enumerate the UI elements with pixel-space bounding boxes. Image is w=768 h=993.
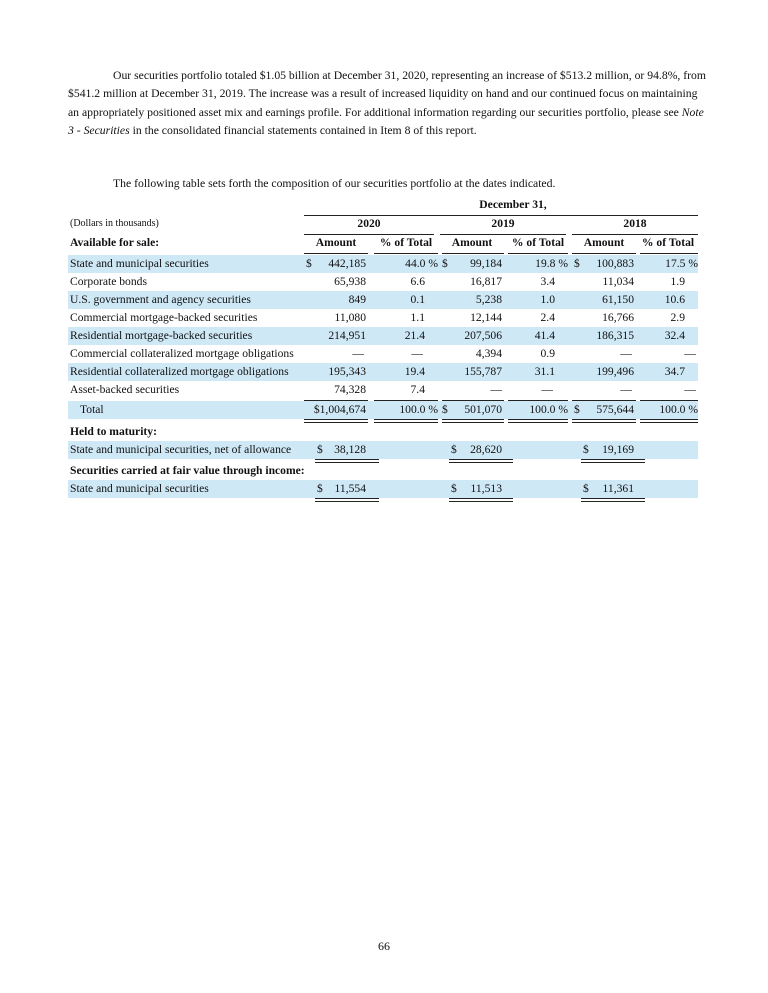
dollar-sign: $ xyxy=(451,443,457,456)
table-row xyxy=(68,255,698,273)
fv-double-rule xyxy=(449,498,513,502)
amount-2018: 199,496 xyxy=(596,365,634,378)
total-row xyxy=(68,401,698,419)
intro-text-end: in the consolidated financial statements contained in Item 8 of this report. xyxy=(129,124,477,138)
section-available-for-sale: Available for sale: xyxy=(70,236,160,249)
pct-2019: — xyxy=(541,383,553,396)
amount-2019: 4,394 xyxy=(475,347,502,360)
total-amount-2019: 501,070 xyxy=(464,403,502,416)
table-row xyxy=(68,345,698,363)
pct-2018: 1.9 xyxy=(670,275,685,288)
amount-2018: — xyxy=(620,347,632,360)
col-rule xyxy=(304,253,368,254)
col-amount-2018: Amount xyxy=(583,236,625,249)
htm-double-rule xyxy=(315,459,379,463)
amount-2020: 11,554 xyxy=(334,482,366,495)
table-row xyxy=(68,480,698,498)
pct-2020: 44.0 % xyxy=(405,257,438,270)
amount-2019: 11,513 xyxy=(470,482,502,495)
table-row xyxy=(68,273,698,291)
year-2020: 2020 xyxy=(357,217,381,230)
row-label: Commercial mortgage-backed securities xyxy=(70,311,258,324)
total-double-rule xyxy=(374,419,438,423)
units-label: (Dollars in thousands) xyxy=(70,218,159,229)
total-double-rule xyxy=(572,419,636,423)
pct-2018: — xyxy=(684,383,696,396)
table-row xyxy=(68,327,698,345)
dollar-sign: $ xyxy=(317,443,323,456)
col-rule xyxy=(374,253,438,254)
pct-2019: 2.4 xyxy=(540,311,555,324)
pct-2018: 17.5 % xyxy=(665,257,698,270)
amount-2019: 5,238 xyxy=(475,293,502,306)
amount-2018: 11,361 xyxy=(602,482,634,495)
pct-2019: 19.8 % xyxy=(535,257,568,270)
pct-2019: 3.4 xyxy=(540,275,555,288)
pct-2019: 31.1 xyxy=(534,365,555,378)
dollar-sign: $ xyxy=(442,257,448,270)
pct-2019: 0.9 xyxy=(540,347,555,360)
pct-2020: 21.4 xyxy=(404,329,425,342)
pct-2020: 0.1 xyxy=(410,293,425,306)
dollar-sign: $ xyxy=(451,482,457,495)
year-rule xyxy=(572,234,698,235)
pct-2019: 1.0 xyxy=(540,293,555,306)
col-rule xyxy=(572,253,636,254)
year-2019: 2019 xyxy=(491,217,515,230)
htm-double-rule xyxy=(581,459,645,463)
pct-2020: 6.6 xyxy=(410,275,425,288)
dollar-sign: $ xyxy=(574,257,580,270)
amount-2020: 11,080 xyxy=(334,311,366,324)
pct-2018: 10.6 xyxy=(664,293,685,306)
table-row xyxy=(68,441,698,459)
amount-2018: 100,883 xyxy=(596,257,634,270)
year-rule xyxy=(304,234,434,235)
year-rule xyxy=(440,234,566,235)
amount-2020: 849 xyxy=(348,293,366,306)
total-amount-2018: 575,644 xyxy=(596,403,634,416)
dollar-sign: $ xyxy=(574,403,580,416)
amount-2019: 207,506 xyxy=(464,329,502,342)
fv-double-rule xyxy=(315,498,379,502)
col-pct-2020: % of Total xyxy=(379,236,433,249)
col-pct-2019: % of Total xyxy=(511,236,565,249)
amount-2020: — xyxy=(352,347,364,360)
htm-double-rule xyxy=(449,459,513,463)
amount-2018: 186,315 xyxy=(596,329,634,342)
intro-paragraph xyxy=(68,67,708,141)
row-label: Commercial collateralized mortgage obligations xyxy=(70,347,294,360)
col-rule xyxy=(640,253,698,254)
pct-2020: 7.4 xyxy=(410,383,425,396)
table-row xyxy=(68,363,698,381)
col-amount-2019: Amount xyxy=(451,236,493,249)
amount-2019: 155,787 xyxy=(464,365,502,378)
total-double-rule xyxy=(508,419,568,423)
total-amount-2020: $1,004,674 xyxy=(313,403,366,416)
table-row xyxy=(68,291,698,309)
row-label: Asset-backed securities xyxy=(70,383,180,396)
pct-2020: — xyxy=(411,347,423,360)
pct-2018: 2.9 xyxy=(670,311,685,324)
total-label: Total xyxy=(80,403,104,416)
pct-2019: 41.4 xyxy=(534,329,555,342)
table-row xyxy=(68,381,698,399)
pct-2018: 34.7 xyxy=(664,365,685,378)
amount-2019: 99,184 xyxy=(470,257,502,270)
row-label: Corporate bonds xyxy=(70,275,147,288)
col-rule xyxy=(442,253,504,254)
total-pct-2018: 100.0 % xyxy=(659,403,698,416)
row-label: Residential mortgage-backed securities xyxy=(70,329,253,342)
pct-2020: 19.4 xyxy=(404,365,425,378)
col-amount-2020: Amount xyxy=(315,236,357,249)
amount-2018: 16,766 xyxy=(602,311,634,324)
row-label: State and municipal securities, net of allowance xyxy=(70,443,292,456)
dollar-sign: $ xyxy=(442,403,448,416)
amount-2020: 214,951 xyxy=(328,329,366,342)
row-label: State and municipal securities xyxy=(70,482,209,495)
fv-double-rule xyxy=(581,498,645,502)
amount-2020: 38,128 xyxy=(334,443,366,456)
year-2018: 2018 xyxy=(623,217,647,230)
amount-2020: 195,343 xyxy=(328,365,366,378)
dollar-sign: $ xyxy=(306,257,312,270)
total-pct-2019: 100.0 % xyxy=(529,403,568,416)
amount-2018: — xyxy=(620,383,632,396)
dollar-sign: $ xyxy=(317,482,323,495)
amount-2019: 16,817 xyxy=(470,275,502,288)
header-rule xyxy=(304,215,698,216)
amount-2020: 74,328 xyxy=(334,383,366,396)
amount-2018: 61,150 xyxy=(602,293,634,306)
col-rule xyxy=(508,253,568,254)
dollar-sign: $ xyxy=(583,482,589,495)
note-reference: Note 3 - Securities xyxy=(68,105,704,138)
row-label: U.S. government and agency securities xyxy=(70,293,251,306)
pct-2020: 1.1 xyxy=(410,311,425,324)
period-header: December 31, xyxy=(479,198,547,211)
dollar-sign: $ xyxy=(583,443,589,456)
total-double-rule xyxy=(442,419,504,423)
amount-2018: 11,034 xyxy=(602,275,634,288)
col-pct-2018: % of Total xyxy=(641,236,695,249)
amount-2019: 12,144 xyxy=(470,311,502,324)
total-double-rule xyxy=(304,419,368,423)
amount-2019: — xyxy=(490,383,502,396)
section-fair-value: Securities carried at fair value through income: xyxy=(70,464,305,477)
row-label: State and municipal securities xyxy=(70,257,209,270)
amount-2020: 65,938 xyxy=(334,275,366,288)
pct-2018: 32.4 xyxy=(664,329,685,342)
table-row xyxy=(68,309,698,327)
amount-2019: 28,620 xyxy=(470,443,502,456)
section-held-to-maturity: Held to maturity: xyxy=(70,425,157,438)
amount-2020: 442,185 xyxy=(328,257,366,270)
pct-2018: — xyxy=(684,347,696,360)
intro-text: Our securities portfolio totaled $1.05 billion at December 31, 2020, representing an increase of $513.2 million, or 94.8%, from $541.2 million at December 31, 2019. The increase was a result of increased liquidity on hand and our continued focus on maintaining an appropriately positioned asset mix and earnings profile. For additional information regarding our securities portfolio, please see xyxy=(68,69,706,119)
table-intro-paragraph: The following table sets forth the composition of our securities portfolio at the dates indicated. xyxy=(113,177,556,190)
total-pct-2020: 100.0 % xyxy=(399,403,438,416)
page-number: 66 xyxy=(378,939,390,953)
total-double-rule xyxy=(640,419,698,423)
amount-2018: 19,169 xyxy=(602,443,634,456)
row-label: Residential collateralized mortgage obligations xyxy=(70,365,289,378)
